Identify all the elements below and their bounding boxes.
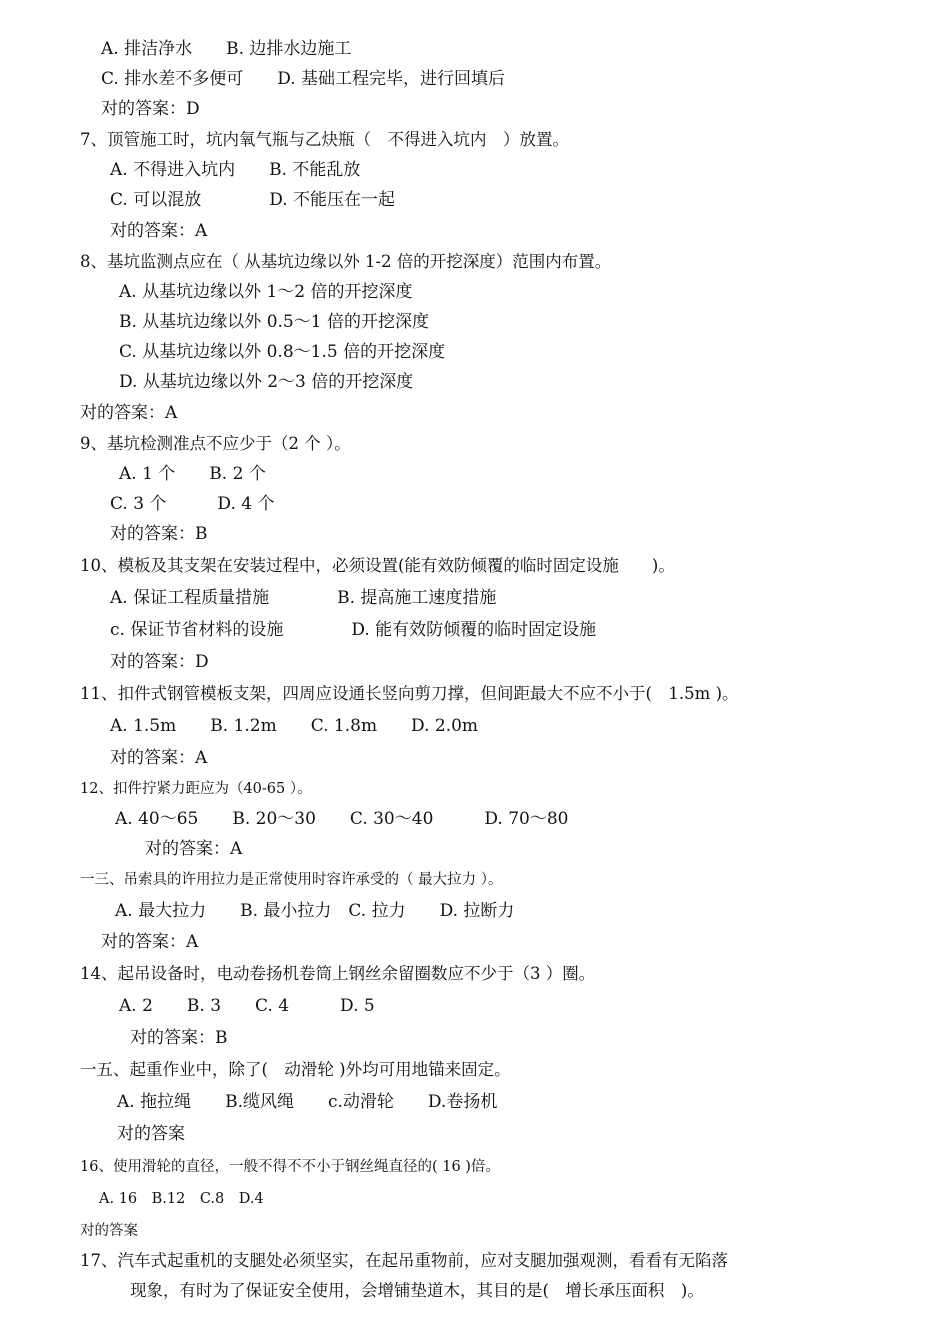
question-11: 11、扣件式钢管模板支架，四周应设通长竖向剪刀撑，但间距最大不应不小于( 1.5m )。 <box>80 684 739 703</box>
option-line: D. 从基坑边缘以外 2～3 倍的开挖深度 <box>119 372 414 392</box>
option-line: C. 从基坑边缘以外 0.8～1.5 倍的开挖深度 <box>119 342 446 362</box>
question-15: 一五、起重作业中，除了( 动滑轮 )外均可用地锚来固定。 <box>80 1060 511 1079</box>
question-17: 17、汽车式起重机的支腿处必须坚实，在起吊重物前，应对支腿加强观测，看看有无陷落 <box>80 1251 728 1270</box>
question-10: 10、模板及其支架在安装过程中，必须设置(能有效防倾覆的临时固定设施 )。 <box>80 556 675 575</box>
option-line: A. 2 B. 3 C. 4 D. 5 <box>119 996 375 1016</box>
answer-line: 对的答案 <box>117 1124 185 1144</box>
option-line: A. 1.5m B. 1.2m C. 1.8m D. 2.0m <box>110 716 479 736</box>
option-line: A. 从基坑边缘以外 1～2 倍的开挖深度 <box>119 282 413 302</box>
question-9: 9、基坑检测准点不应少于（2 个 ）。 <box>80 434 351 453</box>
answer-line: 对的答案：A <box>80 403 178 423</box>
question-12: 12、扣件拧紧力距应为（40-65 ）。 <box>80 781 312 797</box>
option-line: A. 保证工程质量措施 B. 提高施工速度措施 <box>110 588 497 608</box>
answer-line: 对的答案：A <box>101 932 199 952</box>
option-line: A. 1 个 B. 2 个 <box>119 464 266 484</box>
question-7: 7、顶管施工时，坑内氧气瓶与乙炔瓶（ 不得进入坑内 ）放置。 <box>80 130 569 149</box>
option-line: c. 保证节省材料的设施 D. 能有效防倾覆的临时固定设施 <box>110 620 597 640</box>
option-line: A. 拖拉绳 B.缆风绳 c.动滑轮 D.卷扬机 <box>117 1092 498 1112</box>
answer-line: 对的答案 <box>80 1223 138 1239</box>
option-line: A. 排洁净水 B. 边排水边施工 <box>101 39 352 59</box>
answer-line: 对的答案：B <box>110 524 208 544</box>
question-17-continued: 现象，有时为了保证安全使用，会增铺垫道木，其目的是( 增长承压面积 )。 <box>130 1281 704 1300</box>
answer-line: 对的答案：B <box>130 1028 228 1048</box>
question-14: 14、起吊设备时，电动卷扬机卷筒上钢丝余留圈数应不少于（3 ）圈。 <box>80 964 596 983</box>
option-line: C. 可以混放 D. 不能压在一起 <box>110 190 396 210</box>
option-line: C. 3 个 D. 4 个 <box>110 494 275 514</box>
option-line: C. 排水差不多便可 D. 基础工程完毕，进行回填后 <box>101 69 506 89</box>
option-line: A. 16 B.12 C.8 D.4 <box>99 1191 264 1207</box>
option-line: B. 从基坑边缘以外 0.5～1 倍的开挖深度 <box>119 312 429 332</box>
answer-line: 对的答案：A <box>145 839 243 859</box>
question-8: 8、基坑监测点应在（ 从基坑边缘以外 1-2 倍的开挖深度）范围内布置。 <box>80 252 612 271</box>
question-13: 一三、吊索具的许用拉力是正常使用时容许承受的（ 最大拉力 ）。 <box>80 872 503 888</box>
question-16: 16、使用滑轮的直径，一般不得不不小于钢丝绳直径的( 16 )倍。 <box>80 1159 500 1175</box>
answer-line: 对的答案：D <box>110 652 209 672</box>
option-line: A. 40～65 B. 20～30 C. 30～40 D. 70～80 <box>115 809 569 829</box>
option-line: A. 不得进入坑内 B. 不能乱放 <box>110 160 361 180</box>
answer-line: 对的答案：D <box>101 99 200 119</box>
option-line: A. 最大拉力 B. 最小拉力 C. 拉力 D. 拉断力 <box>115 901 515 921</box>
answer-line: 对的答案：A <box>110 748 208 768</box>
answer-line: 对的答案：A <box>110 221 208 241</box>
